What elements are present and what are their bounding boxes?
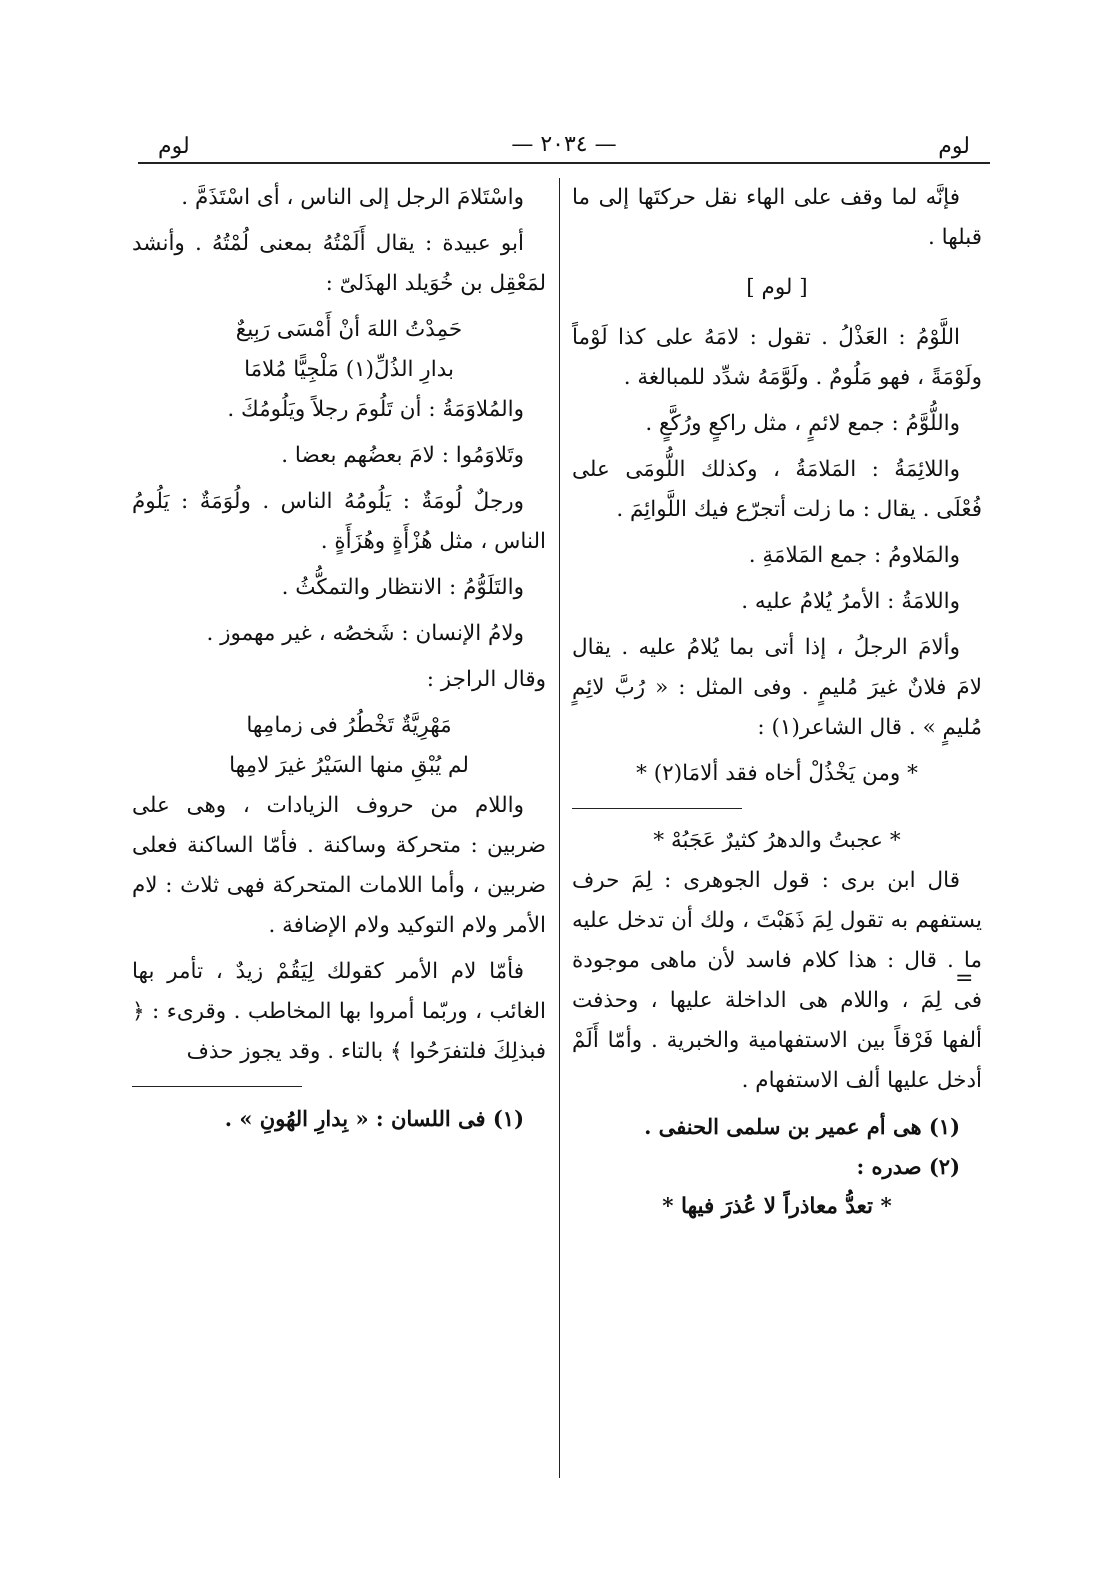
paragraph: وتَلاوَمُوا : لامَ بعضُهم بعضا . — [281, 443, 524, 468]
verse-line: * ومن يَخْذُلْ أخاه فقد ألامَا(٢) * — [636, 761, 918, 786]
paragraph: قال ابن برى : قول الجوهرى : لِمَ حرف يستفهم به تقول لِمَ ذَهَبْتَ ، ولك أن تدخل عليه ما . قال : هذا كلام فاسد لأن ماهى موجودة فى لِمَ ، واللام هى الداخلة عليها ، وحذفت ألفها فَرْقاً بين الاستفهامية والخبرية . وأمّا أَلَمْ أدخل عليها ألف الاستفهام . — [572, 868, 982, 1094]
verse-line: حَمِدْتُ اللهَ أنْ أَمْسَى رَبِيعٌ — [235, 317, 463, 342]
footnote-rule — [132, 1086, 302, 1087]
paragraph: وقال الراجز : — [426, 667, 546, 692]
paragraph: ورجلٌ لُومَةٌ : يَلُومُهُ الناس . ولُوَمَةٌ : يَلُومُ الناس ، مثل هُزْأَةٍ وهُزَأَةٍ . — [132, 489, 546, 554]
header-left-word: لوم — [158, 134, 190, 159]
entry-heading: [ لوم ] — [746, 275, 808, 300]
paragraph: واسْتَلامَ الرجل إلى الناس ، أى اسْتَذَمَّ . — [181, 185, 524, 210]
paragraph: فإنَّه لما وقف على الهاء نقل حركتَها إلى ما قبلها . — [572, 185, 982, 250]
page-header — [138, 128, 990, 164]
right-column — [572, 178, 982, 1227]
paragraph: والتَلَوُّمُ : الانتظار والتمكُّثُ . — [281, 575, 524, 600]
paragraph: واللامَةُ : الأمرُ يُلامُ عليه . — [741, 589, 960, 614]
header-right-word: لوم — [938, 134, 970, 159]
footnote: (٢) صدره : — [856, 1154, 960, 1180]
paragraph: أبو عبيدة : يقال أَلَمْتُهُ بمعنى لُمْتُهُ . وأنشد لمَعْقِل بن خُوَيلد الهذَلىّ : — [132, 231, 546, 296]
footnote: (١) هى أم عمير بن سلمى الحنفى . — [644, 1114, 960, 1140]
paragraph: ولامُ الإنسان : شَخصُه ، غير مهموز . — [206, 621, 524, 646]
paragraph: فأمّا لام الأمر كقولك لِيَقُمْ زيدٌ ، تأمر بها الغائب ، وربّما أمروا بها المخاطب . وقرىء : ﴿ فبذلِكَ فلتفرَحُوا ﴾ بالتاء . وقد يجوز حذف — [132, 959, 546, 1064]
verse-separator — [572, 808, 742, 809]
verse-line: * عجبتُ والدهرُ كثيرٌ عَجَبُهْ * — [653, 828, 901, 854]
page-number: — ٢٠٣٤ — — [511, 132, 617, 157]
left-column — [132, 178, 546, 1139]
verse-line: بدارِ الذُلِّ(١) مَلْجِيًّا مُلامَا — [244, 357, 454, 382]
paragraph: واللام من حروف الزيادات ، وهى على ضربين : متحركة وساكنة . فأمّا الساكنة فعلى ضربين ، وأما اللامات المتحركة فهى ثلاث : لام الأمر ولام التوكيد ولام الإضافة . — [132, 793, 546, 938]
column-divider — [559, 178, 560, 1478]
footnote-verse: * تعدُّ معاذراً لا عُذرَ فيها * — [662, 1194, 892, 1220]
paragraph: والمُلاوَمَةُ : أن تَلُومَ رجلاً ويَلُومُكَ . — [227, 397, 524, 422]
paragraph: واللائِمَةُ : المَلامَةُ ، وكذلك اللُّومَى على فُعْلَى . يقال : ما زلت أتجرّع فيك اللَّوائِمَ . — [572, 457, 982, 522]
paragraph: واللُّوَّمُ : جمع لائمٍ ، مثل راكعٍ ورُكَّعٍ . — [645, 411, 960, 436]
paragraph: وألامَ الرجلُ ، إذا أتى بما يُلامُ عليه . يقال لامَ فلانٌ غيرَ مُليمٍ . وفى المثل : « رُبَّ لائِمٍ مُليمٍ » . قال الشاعر(١) : — [572, 635, 982, 740]
verse-line: مَهْرِيَّةٌ تَخْطُرُ فى زمامِها — [246, 713, 452, 738]
paragraph: اللَّوْمُ : العَذْلُ . تقول : لامَهُ على كذا لَوْماً ولَوْمَةً ، فهو مَلُومٌ . ولَوَّمَهُ شدِّد للمبالغة . — [572, 325, 982, 390]
margin-mark: = — [955, 966, 974, 991]
footnote: (١) فى اللسان : « بِدارِ الهُونِ » . — [224, 1106, 524, 1132]
header-rule — [138, 162, 990, 164]
paragraph: والمَلاومُ : جمع المَلامَةِ . — [748, 543, 960, 568]
verse-line: لم يُبْقِ منها السَيْرُ غيرَ لامِها — [229, 753, 469, 778]
